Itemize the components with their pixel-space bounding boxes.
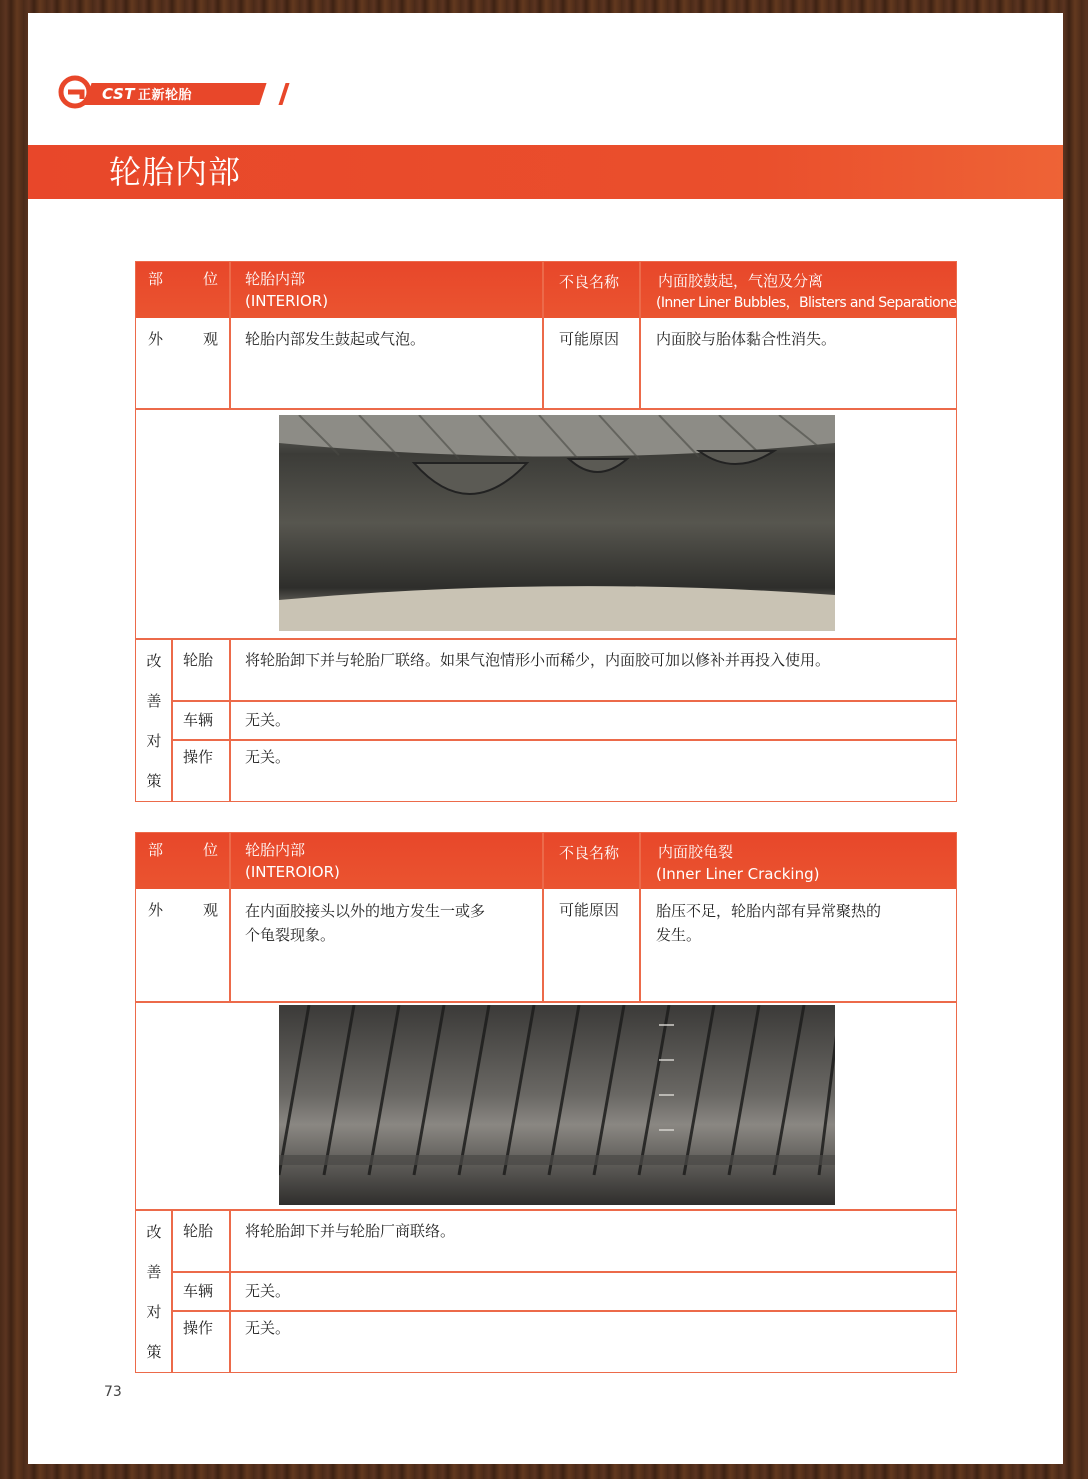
appearance-label-1: 外 <box>148 901 164 919</box>
appearance-label <box>148 328 218 418</box>
divider <box>171 638 173 801</box>
title-band <box>28 145 1063 199</box>
cause-value: 内面胶与胎体黏合性消失。 <box>656 330 837 348</box>
divider <box>136 638 956 640</box>
measures-label-1: 改 <box>146 1223 162 1241</box>
operation-label: 操作 <box>183 748 214 766</box>
divider <box>171 1209 173 1372</box>
cause-line-1: 胎压不足，轮胎内部有异常聚热的 <box>656 902 882 920</box>
divider <box>229 1209 231 1372</box>
vehicle-label: 车辆 <box>183 1282 214 1300</box>
part-value-en: (INTEROIOR) <box>245 863 340 881</box>
appearance-value <box>245 899 537 1011</box>
defect-table-2 <box>135 832 957 1373</box>
part-label <box>148 268 218 324</box>
appearance-row <box>136 889 956 1001</box>
tire-label: 轮胎 <box>183 1222 214 1240</box>
appearance-label <box>148 899 218 1011</box>
part-value <box>245 268 545 324</box>
page-number: 73 <box>104 1384 122 1400</box>
page-title: 轮胎内部 <box>109 153 242 191</box>
cause-value <box>656 899 948 1011</box>
part-label <box>148 839 218 895</box>
defect-table-1 <box>135 261 965 802</box>
measures-label-2: 善 <box>146 692 162 710</box>
measures-label-3: 对 <box>146 1303 162 1321</box>
defect-name-en: (Inner Liner Bubbles，Blisters and Separationel) <box>656 295 965 311</box>
operation-label: 操作 <box>183 1319 214 1337</box>
part-value-cn: 轮胎内部 <box>245 270 306 288</box>
divider <box>136 1209 956 1211</box>
divider <box>171 700 956 702</box>
divider <box>171 739 956 741</box>
part-value-en: (INTERIOR) <box>245 292 329 310</box>
table-header <box>136 833 956 889</box>
brand-logo <box>58 75 268 109</box>
divider <box>229 638 231 801</box>
logo-text <box>102 84 192 104</box>
divider <box>136 408 956 410</box>
logo-slash <box>278 83 289 105</box>
divider <box>171 1310 956 1312</box>
tire-label: 轮胎 <box>183 651 214 669</box>
appearance-label-1: 外 <box>148 330 164 348</box>
appearance-label-2: 观 <box>202 901 218 919</box>
appearance-line-1: 在内面胶接头以外的地方发生一或多 <box>245 902 486 920</box>
part-value <box>245 839 545 895</box>
measures-label-4: 策 <box>146 772 162 790</box>
photo-bubbles-image <box>279 415 835 631</box>
divider <box>136 1001 956 1003</box>
cause-label: 可能原因 <box>559 901 620 919</box>
vehicle-label: 车辆 <box>183 711 214 729</box>
part-label-1: 部 <box>148 270 164 288</box>
defect-photo-cracking <box>279 1005 835 1205</box>
vehicle-measure: 无关。 <box>245 1282 291 1300</box>
defect-name-en: (Inner Liner Cracking) <box>656 865 820 883</box>
operation-measure: 无关。 <box>245 748 291 766</box>
part-label-2: 位 <box>202 270 218 288</box>
table-header <box>136 262 965 318</box>
defect-name-cn: 内面胶龟裂 <box>658 843 734 861</box>
logo-chinese: 正新轮胎 <box>138 88 193 103</box>
page <box>28 13 1063 1464</box>
vehicle-measure: 无关。 <box>245 711 291 729</box>
measures-label-1: 改 <box>146 652 162 670</box>
operation-measure: 无关。 <box>245 1319 291 1337</box>
part-label-1: 部 <box>148 841 164 859</box>
measures-label-2: 善 <box>146 1263 162 1281</box>
appearance-row <box>136 318 956 408</box>
tire-measure: 将轮胎卸下并与轮胎厂联络。如果气泡情形小而稀少，内面胶可加以修补并再投入使用。 <box>245 651 831 669</box>
defect-name-label: 不良名称 <box>559 273 620 291</box>
defect-name-label: 不良名称 <box>559 844 620 862</box>
appearance-line-2: 个龟裂现象。 <box>245 926 336 944</box>
photo-cracking-image <box>279 1005 835 1205</box>
appearance-value: 轮胎内部发生鼓起或气泡。 <box>245 330 426 348</box>
cause-line-2: 发生。 <box>656 926 702 944</box>
measures-label-3: 对 <box>146 732 162 750</box>
divider <box>171 1271 956 1273</box>
logo-latin: CST <box>102 85 136 103</box>
appearance-label-2: 观 <box>202 330 218 348</box>
part-value-cn: 轮胎内部 <box>245 841 306 859</box>
defect-photo-bubbles <box>279 415 835 631</box>
defect-name-cn: 内面胶鼓起，气泡及分离 <box>658 272 824 290</box>
part-label-2: 位 <box>202 841 218 859</box>
measures-label-4: 策 <box>146 1343 162 1361</box>
cause-label: 可能原因 <box>559 330 620 348</box>
tire-measure: 将轮胎卸下并与轮胎厂商联络。 <box>245 1222 456 1240</box>
